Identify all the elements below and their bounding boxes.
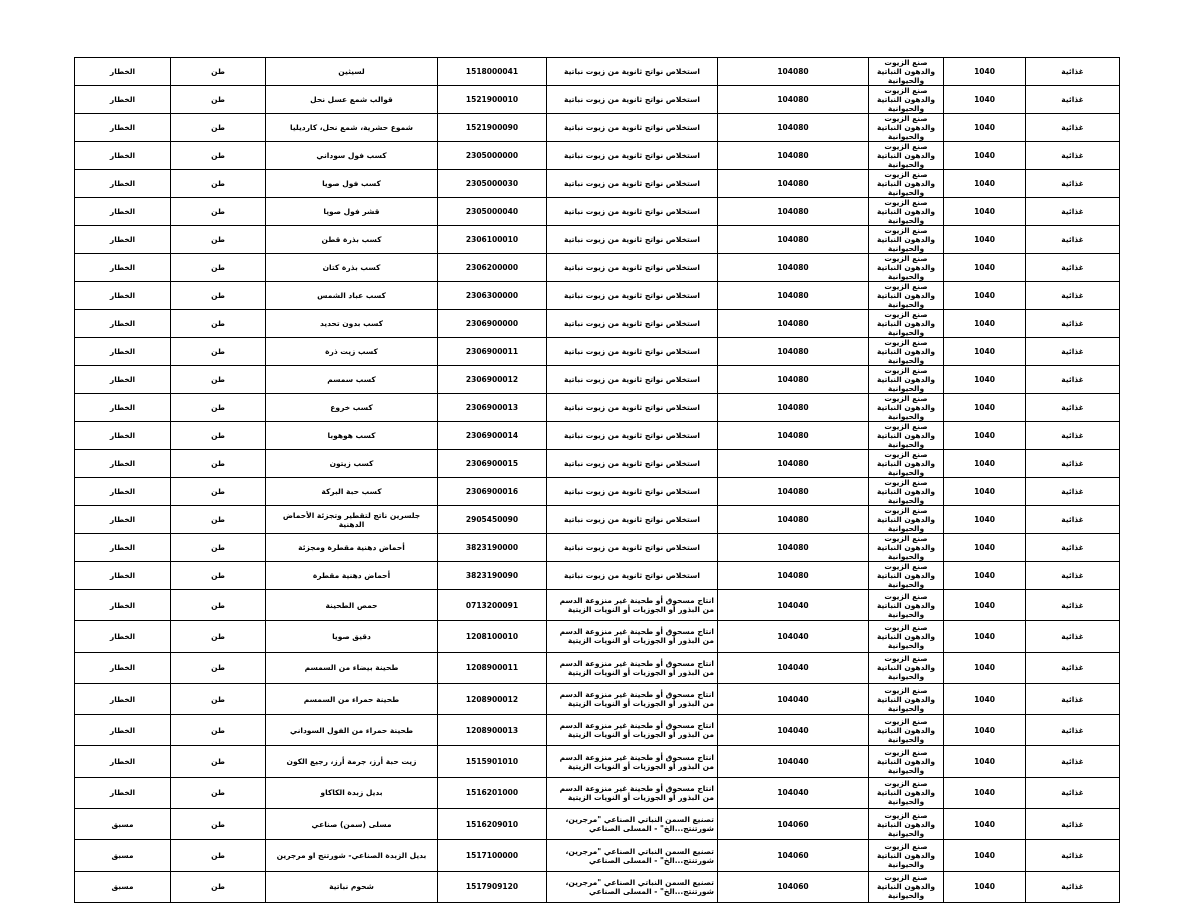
unit-cell: طن <box>171 366 266 394</box>
industry-name-cell: صنع الزيوت والدهون النباتية والحيوانية <box>869 621 944 652</box>
hs-code-cell: 2306900013 <box>438 394 547 422</box>
industry-name-cell: صنع الزيوت والدهون النباتية والحيوانية <box>869 652 944 683</box>
status-cell: الخطار <box>75 422 171 450</box>
table-row <box>75 621 1120 652</box>
product-cell: شموع حشرية، شمع نحل، كارديليا <box>266 114 438 142</box>
status-cell: الخطار <box>75 534 171 562</box>
activity-cell: انتاج مسحوق أو طحينة غير منزوعة الدسم من البذور أو الجوزيات أو النويات الزيتية <box>547 621 718 652</box>
activity-code-cell: 104060 <box>718 871 869 902</box>
activity-code-cell: 104040 <box>718 715 869 746</box>
unit-cell: طن <box>171 652 266 683</box>
activity-cell: استخلاص نواتج ثانوية من زيوت نباتية <box>547 310 718 338</box>
activity-code-cell: 104080 <box>718 506 869 534</box>
industry-name-cell: صنع الزيوت والدهون النباتية والحيوانية <box>869 534 944 562</box>
unit-cell: طن <box>171 422 266 450</box>
industry-code-cell: 1040 <box>944 86 1026 114</box>
activity-code-cell: 104080 <box>718 366 869 394</box>
hs-code-cell: 3823190090 <box>438 562 547 590</box>
status-cell: الخطار <box>75 338 171 366</box>
activity-code-cell: 104080 <box>718 170 869 198</box>
activity-cell: تصنيع السمن النباتي الصناعي "مرجرين، شورتنتج...الخ" - المسلى الصناعي <box>547 840 718 871</box>
industry-name-cell: صنع الزيوت والدهون النباتية والحيوانية <box>869 478 944 506</box>
industry-code-cell: 1040 <box>944 746 1026 777</box>
industry-name-cell: صنع الزيوت والدهون النباتية والحيوانية <box>869 394 944 422</box>
industry-code-cell: 1040 <box>944 590 1026 621</box>
activity-code-cell: 104080 <box>718 338 869 366</box>
sector-cell: غذائية <box>1026 534 1120 562</box>
industry-code-cell: 1040 <box>944 310 1026 338</box>
status-cell: الخطار <box>75 777 171 808</box>
product-cell: طحينة حمراء من الفول السوداني <box>266 715 438 746</box>
industry-name-cell: صنع الزيوت والدهون النباتية والحيوانية <box>869 282 944 310</box>
product-cell: كسب بدون تحديد <box>266 310 438 338</box>
sector-cell: غذائية <box>1026 142 1120 170</box>
hs-code-cell: 1521900090 <box>438 114 547 142</box>
industry-code-cell: 1040 <box>944 422 1026 450</box>
product-cell: حمص الطحينة <box>266 590 438 621</box>
product-cell: طحينة حمراء من السمسم <box>266 683 438 714</box>
status-cell: الخطار <box>75 746 171 777</box>
table-row <box>75 114 1120 142</box>
industry-name-cell: صنع الزيوت والدهون النباتية والحيوانية <box>869 142 944 170</box>
sector-cell: غذائية <box>1026 114 1120 142</box>
hs-code-cell: 2306900015 <box>438 450 547 478</box>
hs-code-cell: 1516209010 <box>438 809 547 840</box>
activity-code-cell: 104080 <box>718 422 869 450</box>
activity-code-cell: 104040 <box>718 621 869 652</box>
table-row <box>75 254 1120 282</box>
status-cell: الخطار <box>75 114 171 142</box>
activity-cell: استخلاص نواتج ثانوية من زيوت نباتية <box>547 422 718 450</box>
product-cell: بديل الزبدة الصناعي- شورتنج او مرجرين <box>266 840 438 871</box>
sector-cell: غذائية <box>1026 478 1120 506</box>
unit-cell: طن <box>171 58 266 86</box>
industry-code-cell: 1040 <box>944 715 1026 746</box>
activity-cell: استخلاص نواتج ثانوية من زيوت نباتية <box>547 506 718 534</box>
sector-cell: غذائية <box>1026 198 1120 226</box>
hs-code-cell: 2905450090 <box>438 506 547 534</box>
product-cell: كسب هوهوبا <box>266 422 438 450</box>
unit-cell: طن <box>171 338 266 366</box>
status-cell: الخطار <box>75 590 171 621</box>
status-cell: مسبق <box>75 809 171 840</box>
hs-code-cell: 2305000040 <box>438 198 547 226</box>
table-row <box>75 450 1120 478</box>
industry-code-cell: 1040 <box>944 840 1026 871</box>
industry-name-cell: صنع الزيوت والدهون النباتية والحيوانية <box>869 840 944 871</box>
product-cell: كسب بذرة قطن <box>266 226 438 254</box>
hs-code-cell: 2306100010 <box>438 226 547 254</box>
unit-cell: طن <box>171 142 266 170</box>
industry-code-cell: 1040 <box>944 777 1026 808</box>
product-cell: كسب سمسم <box>266 366 438 394</box>
sector-cell: غذائية <box>1026 683 1120 714</box>
hs-code-cell: 2306900000 <box>438 310 547 338</box>
sector-cell: غذائية <box>1026 652 1120 683</box>
industry-name-cell: صنع الزيوت والدهون النباتية والحيوانية <box>869 871 944 902</box>
status-cell: الخطار <box>75 310 171 338</box>
sector-cell: غذائية <box>1026 777 1120 808</box>
activity-code-cell: 104080 <box>718 198 869 226</box>
unit-cell: طن <box>171 226 266 254</box>
industry-name-cell: صنع الزيوت والدهون النباتية والحيوانية <box>869 338 944 366</box>
activity-code-cell: 104040 <box>718 777 869 808</box>
hs-code-cell: 2306300000 <box>438 282 547 310</box>
sector-cell: غذائية <box>1026 621 1120 652</box>
table-row <box>75 809 1120 840</box>
industry-name-cell: صنع الزيوت والدهون النباتية والحيوانية <box>869 170 944 198</box>
industry-code-cell: 1040 <box>944 282 1026 310</box>
sector-cell: غذائية <box>1026 86 1120 114</box>
unit-cell: طن <box>171 746 266 777</box>
table-row <box>75 871 1120 902</box>
activity-code-cell: 104080 <box>718 254 869 282</box>
activity-cell: انتاج مسحوق أو طحينة غير منزوعة الدسم من البذور أو الجوزيات أو النويات الزيتية <box>547 683 718 714</box>
activity-code-cell: 104080 <box>718 142 869 170</box>
status-cell: الخطار <box>75 254 171 282</box>
industry-name-cell: صنع الزيوت والدهون النباتية والحيوانية <box>869 254 944 282</box>
industry-code-cell: 1040 <box>944 871 1026 902</box>
industry-name-cell: صنع الزيوت والدهون النباتية والحيوانية <box>869 746 944 777</box>
product-cell: قشر فول صويا <box>266 198 438 226</box>
hs-code-cell: 2306900012 <box>438 366 547 394</box>
industry-code-cell: 1040 <box>944 683 1026 714</box>
activity-cell: استخلاص نواتج ثانوية من زيوت نباتية <box>547 534 718 562</box>
sector-cell: غذائية <box>1026 170 1120 198</box>
status-cell: الخطار <box>75 282 171 310</box>
product-cell: طحينة بيضاء من السمسم <box>266 652 438 683</box>
industry-code-cell: 1040 <box>944 366 1026 394</box>
status-cell: الخطار <box>75 652 171 683</box>
product-cell: لسيثين <box>266 58 438 86</box>
sector-cell: غذائية <box>1026 58 1120 86</box>
activity-cell: استخلاص نواتج ثانوية من زيوت نباتية <box>547 114 718 142</box>
industry-code-cell: 1040 <box>944 562 1026 590</box>
product-cell: أحماض دهنية مقطرة ومجزئة <box>266 534 438 562</box>
table-row <box>75 652 1120 683</box>
hs-code-cell: 2306900014 <box>438 422 547 450</box>
industry-name-cell: صنع الزيوت والدهون النباتية والحيوانية <box>869 86 944 114</box>
product-cell: كسب حبة البركة <box>266 478 438 506</box>
industry-code-cell: 1040 <box>944 226 1026 254</box>
activity-code-cell: 104080 <box>718 394 869 422</box>
industry-code-cell: 1040 <box>944 450 1026 478</box>
table-row <box>75 282 1120 310</box>
status-cell: الخطار <box>75 506 171 534</box>
industry-code-cell: 1040 <box>944 652 1026 683</box>
table-row <box>75 366 1120 394</box>
unit-cell: طن <box>171 198 266 226</box>
activity-cell: استخلاص نواتج ثانوية من زيوت نباتية <box>547 562 718 590</box>
product-cell: جلسرين ناتج لتقطير وتجزئة الأحماض الدهنية <box>266 506 438 534</box>
sector-cell: غذائية <box>1026 254 1120 282</box>
hs-code-cell: 1521900010 <box>438 86 547 114</box>
activity-cell: استخلاص نواتج ثانوية من زيوت نباتية <box>547 366 718 394</box>
product-cell: شحوم نباتية <box>266 871 438 902</box>
sector-cell: غذائية <box>1026 394 1120 422</box>
product-cell: كسب فول سوداني <box>266 142 438 170</box>
status-cell: مسبق <box>75 871 171 902</box>
industry-name-cell: صنع الزيوت والدهون النباتية والحيوانية <box>869 58 944 86</box>
activity-cell: انتاج مسحوق أو طحينة غير منزوعة الدسم من البذور أو الجوزيات أو النويات الزيتية <box>547 590 718 621</box>
status-cell: الخطار <box>75 170 171 198</box>
activity-code-cell: 104040 <box>718 652 869 683</box>
unit-cell: طن <box>171 871 266 902</box>
table-row <box>75 198 1120 226</box>
activity-cell: استخلاص نواتج ثانوية من زيوت نباتية <box>547 198 718 226</box>
industry-code-cell: 1040 <box>944 534 1026 562</box>
industry-code-cell: 1040 <box>944 621 1026 652</box>
sector-cell: غذائية <box>1026 506 1120 534</box>
industry-name-cell: صنع الزيوت والدهون النباتية والحيوانية <box>869 590 944 621</box>
table-row <box>75 338 1120 366</box>
table-row <box>75 562 1120 590</box>
table-row <box>75 506 1120 534</box>
activity-cell: استخلاص نواتج ثانوية من زيوت نباتية <box>547 282 718 310</box>
industry-code-cell: 1040 <box>944 506 1026 534</box>
activity-cell: انتاج مسحوق أو طحينة غير منزوعة الدسم من البذور أو الجوزيات أو النويات الزيتية <box>547 777 718 808</box>
industry-name-cell: صنع الزيوت والدهون النباتية والحيوانية <box>869 366 944 394</box>
unit-cell: طن <box>171 840 266 871</box>
activity-code-cell: 104040 <box>718 683 869 714</box>
industry-code-cell: 1040 <box>944 198 1026 226</box>
industry-name-cell: صنع الزيوت والدهون النباتية والحيوانية <box>869 809 944 840</box>
product-cell: قوالب شمع عسل نحل <box>266 86 438 114</box>
product-cell: كسب بذرة كتان <box>266 254 438 282</box>
activity-cell: استخلاص نواتج ثانوية من زيوت نباتية <box>547 86 718 114</box>
sector-cell: غذائية <box>1026 809 1120 840</box>
industry-name-cell: صنع الزيوت والدهون النباتية والحيوانية <box>869 450 944 478</box>
sector-cell: غذائية <box>1026 562 1120 590</box>
activity-cell: استخلاص نواتج ثانوية من زيوت نباتية <box>547 142 718 170</box>
status-cell: الخطار <box>75 86 171 114</box>
industry-name-cell: صنع الزيوت والدهون النباتية والحيوانية <box>869 777 944 808</box>
industry-name-cell: صنع الزيوت والدهون النباتية والحيوانية <box>869 422 944 450</box>
activity-cell: تصنيع السمن النباتي الصناعي "مرجرين، شورتنتج...الخ" - المسلى الصناعي <box>547 871 718 902</box>
activity-cell: استخلاص نواتج ثانوية من زيوت نباتية <box>547 394 718 422</box>
hs-code-cell: 0713200091 <box>438 590 547 621</box>
industry-name-cell: صنع الزيوت والدهون النباتية والحيوانية <box>869 715 944 746</box>
industry-name-cell: صنع الزيوت والدهون النباتية والحيوانية <box>869 114 944 142</box>
unit-cell: طن <box>171 394 266 422</box>
status-cell: الخطار <box>75 58 171 86</box>
unit-cell: طن <box>171 590 266 621</box>
activity-cell: استخلاص نواتج ثانوية من زيوت نباتية <box>547 478 718 506</box>
hs-code-cell: 2305000030 <box>438 170 547 198</box>
activity-code-cell: 104080 <box>718 478 869 506</box>
status-cell: مسبق <box>75 840 171 871</box>
industry-code-cell: 1040 <box>944 254 1026 282</box>
sector-cell: غذائية <box>1026 366 1120 394</box>
activity-code-cell: 104080 <box>718 562 869 590</box>
industry-code-cell: 1040 <box>944 809 1026 840</box>
industry-name-cell: صنع الزيوت والدهون النباتية والحيوانية <box>869 198 944 226</box>
industry-name-cell: صنع الزيوت والدهون النباتية والحيوانية <box>869 226 944 254</box>
activity-code-cell: 104060 <box>718 809 869 840</box>
status-cell: الخطار <box>75 366 171 394</box>
unit-cell: طن <box>171 534 266 562</box>
product-cell: كسب زيت ذرة <box>266 338 438 366</box>
unit-cell: طن <box>171 683 266 714</box>
product-cell: كسب خروع <box>266 394 438 422</box>
industry-name-cell: صنع الزيوت والدهون النباتية والحيوانية <box>869 310 944 338</box>
sector-cell: غذائية <box>1026 450 1120 478</box>
product-cell: كسب زيتون <box>266 450 438 478</box>
activity-code-cell: 104080 <box>718 450 869 478</box>
unit-cell: طن <box>171 621 266 652</box>
hs-code-cell: 1208900013 <box>438 715 547 746</box>
table-row <box>75 534 1120 562</box>
activity-cell: استخلاص نواتج ثانوية من زيوت نباتية <box>547 450 718 478</box>
table-row <box>75 590 1120 621</box>
industry-name-cell: صنع الزيوت والدهون النباتية والحيوانية <box>869 683 944 714</box>
unit-cell: طن <box>171 450 266 478</box>
status-cell: الخطار <box>75 142 171 170</box>
table-row <box>75 422 1120 450</box>
hs-code-cell: 1518000041 <box>438 58 547 86</box>
hs-code-cell: 2306200000 <box>438 254 547 282</box>
table-row <box>75 777 1120 808</box>
hs-code-cell: 1208100010 <box>438 621 547 652</box>
hs-code-cell: 1517909120 <box>438 871 547 902</box>
table-row <box>75 683 1120 714</box>
activity-code-cell: 104040 <box>718 746 869 777</box>
unit-cell: طن <box>171 86 266 114</box>
hs-code-cell: 1208900012 <box>438 683 547 714</box>
sector-cell: غذائية <box>1026 422 1120 450</box>
sector-cell: غذائية <box>1026 338 1120 366</box>
product-cell: كسب عباد الشمس <box>266 282 438 310</box>
unit-cell: طن <box>171 282 266 310</box>
table-row <box>75 715 1120 746</box>
hs-code-cell: 3823190000 <box>438 534 547 562</box>
activity-cell: استخلاص نواتج ثانوية من زيوت نباتية <box>547 226 718 254</box>
product-cell: بديل زبدة الكاكاو <box>266 777 438 808</box>
activity-code-cell: 104080 <box>718 86 869 114</box>
table-row <box>75 86 1120 114</box>
activity-code-cell: 104080 <box>718 226 869 254</box>
table-row <box>75 58 1120 86</box>
unit-cell: طن <box>171 809 266 840</box>
activity-cell: استخلاص نواتج ثانوية من زيوت نباتية <box>547 254 718 282</box>
unit-cell: طن <box>171 715 266 746</box>
status-cell: الخطار <box>75 198 171 226</box>
hs-code-cell: 2306900016 <box>438 478 547 506</box>
industry-name-cell: صنع الزيوت والدهون النباتية والحيوانية <box>869 562 944 590</box>
activity-cell: انتاج مسحوق أو طحينة غير منزوعة الدسم من البذور أو الجوزيات أو النويات الزيتية <box>547 715 718 746</box>
industry-code-cell: 1040 <box>944 478 1026 506</box>
activity-cell: انتاج مسحوق أو طحينة غير منزوعة الدسم من البذور أو الجوزيات أو النويات الزيتية <box>547 746 718 777</box>
activity-cell: انتاج مسحوق أو طحينة غير منزوعة الدسم من البذور أو الجوزيات أو النويات الزيتية <box>547 652 718 683</box>
data-table <box>74 57 1120 903</box>
sector-cell: غذائية <box>1026 840 1120 871</box>
industry-name-cell: صنع الزيوت والدهون النباتية والحيوانية <box>869 506 944 534</box>
hs-code-cell: 2305000000 <box>438 142 547 170</box>
sector-cell: غذائية <box>1026 282 1120 310</box>
table-row <box>75 226 1120 254</box>
product-cell: زيت حبة أرز، جرمة أرز، رجيع الكون <box>266 746 438 777</box>
sector-cell: غذائية <box>1026 310 1120 338</box>
product-cell: كسب فول صويا <box>266 170 438 198</box>
status-cell: الخطار <box>75 621 171 652</box>
industry-code-cell: 1040 <box>944 58 1026 86</box>
status-cell: الخطار <box>75 226 171 254</box>
sector-cell: غذائية <box>1026 871 1120 902</box>
industry-code-cell: 1040 <box>944 142 1026 170</box>
product-cell: مسلى (سمن) صناعي <box>266 809 438 840</box>
status-cell: الخطار <box>75 562 171 590</box>
status-cell: الخطار <box>75 715 171 746</box>
unit-cell: طن <box>171 254 266 282</box>
table-row <box>75 840 1120 871</box>
unit-cell: طن <box>171 170 266 198</box>
hs-code-cell: 1517100000 <box>438 840 547 871</box>
industry-code-cell: 1040 <box>944 170 1026 198</box>
activity-code-cell: 104080 <box>718 534 869 562</box>
hs-code-cell: 2306900011 <box>438 338 547 366</box>
activity-cell: استخلاص نواتج ثانوية من زيوت نباتية <box>547 170 718 198</box>
status-cell: الخطار <box>75 450 171 478</box>
sector-cell: غذائية <box>1026 746 1120 777</box>
unit-cell: طن <box>171 562 266 590</box>
industry-code-cell: 1040 <box>944 394 1026 422</box>
activity-code-cell: 104060 <box>718 840 869 871</box>
unit-cell: طن <box>171 777 266 808</box>
hs-code-cell: 1208900011 <box>438 652 547 683</box>
hs-code-cell: 1516201000 <box>438 777 547 808</box>
activity-code-cell: 104080 <box>718 58 869 86</box>
unit-cell: طن <box>171 114 266 142</box>
unit-cell: طن <box>171 310 266 338</box>
hs-code-cell: 1515901010 <box>438 746 547 777</box>
unit-cell: طن <box>171 478 266 506</box>
sector-cell: غذائية <box>1026 226 1120 254</box>
activity-code-cell: 104040 <box>718 590 869 621</box>
activity-cell: تصنيع السمن النباتي الصناعي "مرجرين، شورتنتج...الخ" - المسلى الصناعي <box>547 809 718 840</box>
table-row <box>75 142 1120 170</box>
activity-code-cell: 104080 <box>718 114 869 142</box>
table-row <box>75 170 1120 198</box>
table-row <box>75 746 1120 777</box>
activity-cell: استخلاص نواتج ثانوية من زيوت نباتية <box>547 58 718 86</box>
activity-cell: استخلاص نواتج ثانوية من زيوت نباتية <box>547 338 718 366</box>
status-cell: الخطار <box>75 394 171 422</box>
industry-code-cell: 1040 <box>944 338 1026 366</box>
table-row <box>75 310 1120 338</box>
table-body <box>75 58 1120 903</box>
industry-code-cell: 1040 <box>944 114 1026 142</box>
product-cell: أحماض دهنية مقطرة <box>266 562 438 590</box>
table-row <box>75 394 1120 422</box>
sector-cell: غذائية <box>1026 590 1120 621</box>
table-row <box>75 478 1120 506</box>
unit-cell: طن <box>171 506 266 534</box>
status-cell: الخطار <box>75 683 171 714</box>
sector-cell: غذائية <box>1026 715 1120 746</box>
status-cell: الخطار <box>75 478 171 506</box>
activity-code-cell: 104080 <box>718 310 869 338</box>
activity-code-cell: 104080 <box>718 282 869 310</box>
product-cell: دقيق صويا <box>266 621 438 652</box>
